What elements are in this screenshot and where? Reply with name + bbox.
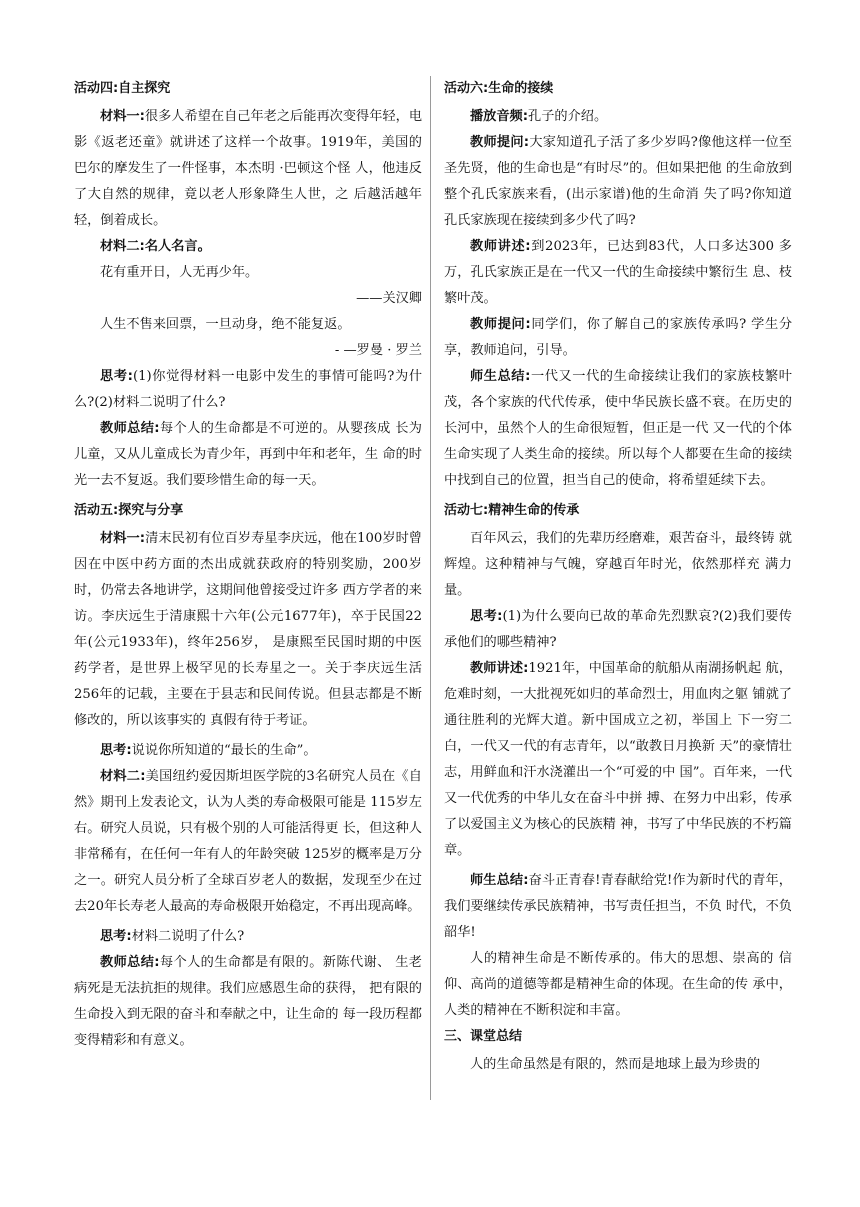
think-label: 思考: [100,369,133,384]
talk-label: 教师讲述: [470,661,529,676]
talk-text: 1921年，中国革命的航船从南湖扬帆起 航，危难时刻，一大批视死如归的革命烈士，用血肉之躯 铺就了通往胜利的光辉大道。新中国成立之初，举国上 下一穷二白，一代又一代的有志青年，以“敢教日月换新 天”的豪情壮志，用鲜血和汗水浇灌出一个“可爱的中 国”。百年来，一代又一代优秀的中华儿女在奋斗中拼 搏、在努力中出彩，传承了以爱国主义为核心的民族精 神，书写了中华民族的不朽篇章。 [444,661,792,858]
activity5-material1 [74,526,422,734]
summary-text: 每个人的生命都是有限的。新陈代谢、 生老病死是无法抗拒的规律。我们应感恩生命的获得， 把有限的生命投入到无限的奋斗和奉献之中，让生命的 每一段历程都变得精彩和有意义。 [74,955,422,1048]
summary-label: 师生总结: [470,369,531,384]
quote1: 花有重开日，人无再少年。 [100,265,259,280]
activity6-talk [444,234,792,312]
question-text: 大家知道孔子活了多少岁吗?像他这样一位至圣先贤，他的生命也是“有时尽”的。但如果把他 的生命放到整个孔氏家族来看，(出示家谱)他的生命消 失了吗?你知道孔氏家族现在接续到多少代了吗? [444,135,792,228]
material1-label: 材料一: [100,109,145,124]
activity6-question [444,130,792,234]
material1-label: 材料一: [100,531,146,546]
think-label: 思考: [100,743,132,758]
section3-text: 人的生命虽然是有限的，然而是地球上最为珍贵的 [470,1057,761,1072]
question-text: 同学们，你了解自己的家族传承吗? 学生分享，教师追问，引导。 [444,317,793,358]
activity5-think1 [74,738,422,764]
activity6-audio [444,104,792,130]
summary-label: 教师总结: [100,421,160,436]
material2-text: 美国纽约爱因斯坦医学院的3名研究人员在《自然》期刊上发表论文，认为人类的寿命极限可能是 115岁左右。研究人员说，只有极个别的人可能活得更 长，但这种人非常稀有，在任何一年有人的年龄突破 125岁的概率是万分之一。研究人员分析了全球百岁老人的数据，发现至少在过去20年长寿老人最高的寿命极限开始稳定，不再出现高峰。 [74,769,422,914]
activity6-heading: 活动六:生命的接续 [444,81,554,96]
right-column [444,76,792,1078]
material1-text: 清末民初有位百岁寿星李庆远，他在100岁时曾因在中医中药方面的杰出成就获政府的特别奖励，200岁时，仍常去各地讲学，这期间他曾接受过许多 西方学者的来访。李庆远生于清康熙十六年(公元1677年)，卒于民国22年(公元1933年)，终年256岁， 是康熙至民国时期的中医药学者，是世界上极罕见的长寿星之一。关于李庆远生活256年的记载，主要在于县志和民间传说。但县志都是不断修改的，所以该事实的 真假有待于考证。 [74,531,422,728]
summary-text: 奋斗正青春!青春献给党!作为新时代的青年，我们要继续传承民族精神，书写责任担当，不负 时代，不负韶华! [444,873,792,940]
think-label: 思考: [100,929,132,944]
activity4-material1 [74,104,422,234]
activity4-material2-label: 材料二:名人名言。 [100,239,211,254]
activity5-material2 [74,764,422,920]
column-divider [430,76,431,1100]
activity5-think2 [74,924,422,950]
question-label: 教师提问: [470,317,531,332]
activity7-intro: 百年风云，我们的先辈历经磨难，艰苦奋斗，最终铸 就辉煌。这种精神与气魄，穿越百年时光，依然那样充 满力量。 [444,531,792,598]
activity4-heading: 活动四:自主探究 [74,81,171,96]
quote2-author: - —罗曼 · 罗兰 [334,343,422,358]
think-text: (1)为什么要向已故的革命先烈默哀?(2)我们要传承他们的哪些精神? [444,609,792,650]
activity7-heading: 活动七:精神生命的传承 [444,503,580,518]
quote1-author: ——关汉卿 [356,291,422,306]
activity7-summary [444,868,792,946]
activity5-heading: 活动五:探究与分享 [74,503,184,518]
audio-text: 孔子的介绍。 [528,109,608,124]
talk-text: 到2023年，已达到83代，人口多达300 多万，孔氏家族正是在一代又一代的生命接续中繁衍生 息、枝繁叶茂。 [444,239,792,306]
material1-text: 很多人希望在自己年老之后能再次变得年轻，电影《返老还童》就讲述了这样一个故事。1919年，美国的巴尔的摩发生了一件怪事，本杰明 ·巴顿这个怪 人，他违反了大自然的规律，竟以老人形象降生人世，之 后越活越年轻，倒着成长。 [74,109,423,228]
activity7-think [444,604,792,656]
summary-text: 一代又一代的生命接续让我们的家族枝繁叶茂，各个家族的代代传承，使中华民族长盛不衰。在历史的长河中，虽然个人的生命很短暂，但正是一代 又一代的个体生命实现了人类生命的接续。所以每个人都要在生命的接续中找到自己的位置，担当自己的使命，将希望延续下去。 [444,369,792,488]
think-label: 思考: [470,609,503,624]
think-text: 材料二说明了什么? [131,929,245,944]
quote2: 人生不售来回票，一旦动身，绝不能复返。 [100,317,351,332]
activity4-think [74,364,422,416]
think-text: (1)你觉得材料一电影中发生的事情可能吗?为什么?(2)材料二说明了什么? [74,369,423,410]
activity7-talk [444,656,792,864]
audio-label: 播放音频: [470,109,529,124]
activity5-summary [74,950,422,1054]
activity7-paragraph: 人的精神生命是不断传承的。伟大的思想、崇高的 信仰、高尚的道德等都是精神生命的体现。在生命的传 承中，人类的精神在不断积淀和丰富。 [444,951,792,1018]
summary-text: 每个人的生命都是不可逆的。从婴孩成 长为儿童，又从儿童成长为青少年，再到中年和老年，生 命的时光一去不复返。我们要珍惜生命的每一天。 [74,421,422,488]
summary-label: 教师总结: [100,955,160,970]
material2-label: 材料二: [100,769,146,784]
section3-heading: 三、课堂总结 [444,1029,523,1044]
left-column [74,76,422,1054]
activity6-question2 [444,312,792,364]
summary-label: 师生总结: [470,873,529,888]
activity6-summary [444,364,792,494]
talk-label: 教师讲述: [470,239,531,254]
question-label: 教师提问: [470,135,530,150]
activity4-summary [74,416,422,494]
think-text: 说说你所知道的“最长的生命”。 [131,743,317,758]
